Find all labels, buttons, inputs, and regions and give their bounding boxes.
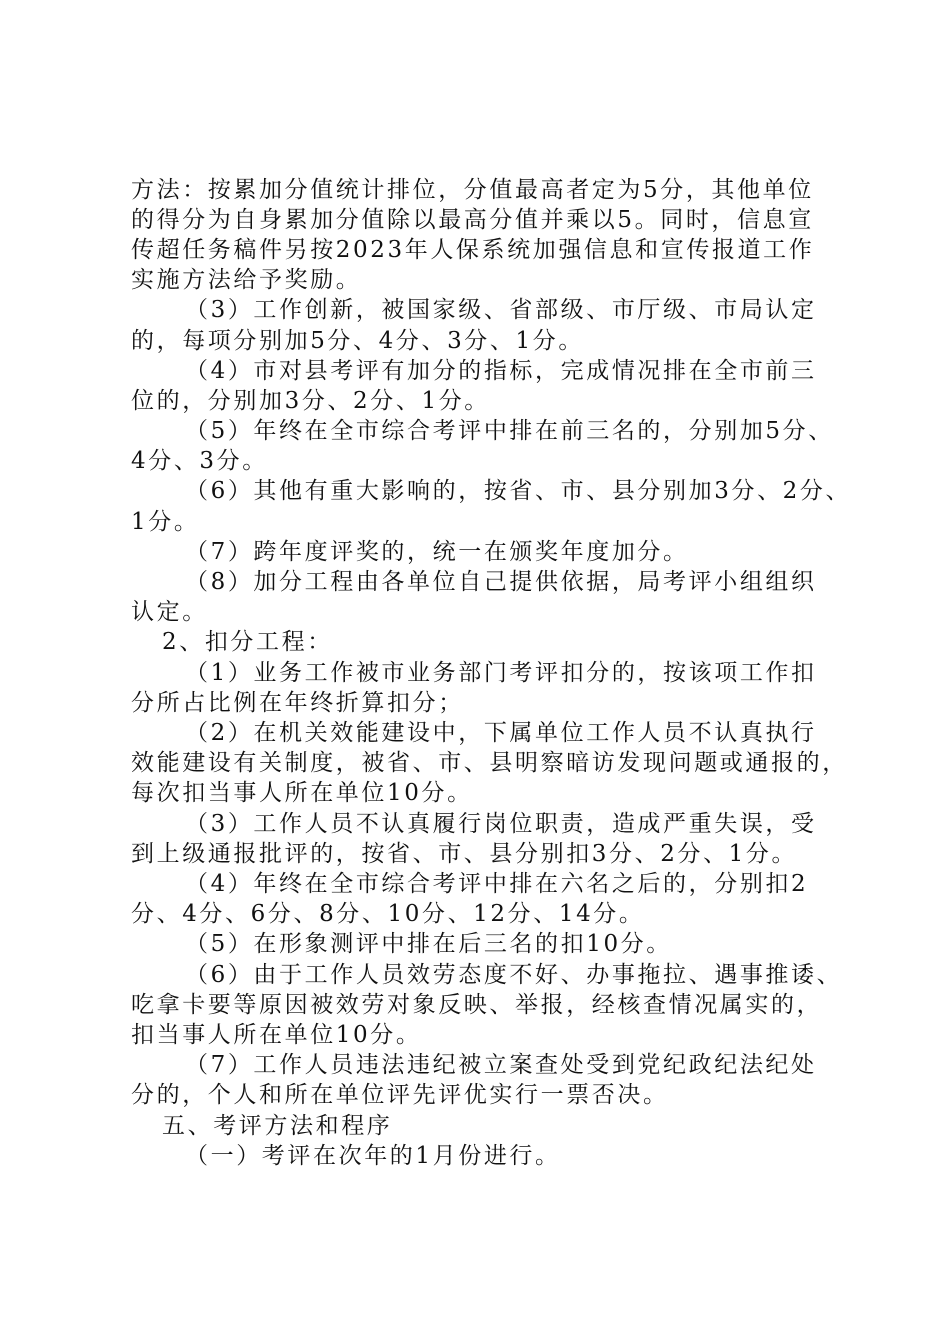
text-line: 的，每项分别加5分、4分、3分、1分。 — [131, 328, 584, 354]
text-line: 实施方法给予奖励。 — [131, 267, 362, 293]
text-line: 扣当事人所在单位10分。 — [131, 1022, 422, 1048]
text-line: 吃拿卡要等原因被效劳对象反映、举报，经核查情况属实的， — [131, 992, 823, 1018]
text-line: 传超任务稿件另按2023年人保系统加强信息和宣传报道工作 — [131, 237, 815, 263]
text-line: （6）其他有重大影响的，按省、市、县分别加3分、2分、 — [185, 478, 852, 504]
text-line: 方法：按累加分值统计排位，分值最高者定为5分，其他单位 — [131, 177, 814, 203]
section-heading: 五、考评方法和程序 — [162, 1113, 393, 1139]
text-line: （1）业务工作被市业务部门考评扣分的，按该项工作扣 — [185, 660, 817, 686]
text-line: （8）加分工程由各单位自己提供依据，局考评小组组织 — [185, 569, 817, 595]
text-line: 4分、3分。 — [131, 448, 268, 474]
text-line: （4）市对县考评有加分的指标，完成情况排在全市前三 — [185, 358, 817, 384]
text-line: （3）工作人员不认真履行岗位职责，造成严重失误，受 — [185, 811, 817, 837]
text-line: 效能建设有关制度，被省、市、县明察暗访发现问题或通报的， — [131, 750, 848, 776]
text-line: （一）考评在次年的1月份进行。 — [185, 1143, 561, 1169]
text-line: 的得分为自身累加分值除以最高分值并乘以5。同时，信息宣 — [131, 207, 814, 233]
text-line: （2）在机关效能建设中，下属单位工作人员不认真执行 — [185, 720, 817, 746]
text-line: （6）由于工作人员效劳态度不好、办事拖拉、遇事推诿、 — [185, 962, 843, 988]
text-line: （5）在形象测评中排在后三名的扣10分。 — [185, 931, 672, 957]
text-line: 1分。 — [131, 509, 200, 535]
text-line: （7）工作人员违法违纪被立案查处受到党纪政纪法纪处 — [185, 1052, 817, 1078]
section-heading: 2、扣分工程： — [162, 629, 333, 655]
text-line: 认定。 — [131, 599, 208, 625]
text-line: （5）年终在全市综合考评中排在前三名的，分别加5分、 — [185, 418, 834, 444]
text-line: （7）跨年度评奖的，统一在颁奖年度加分。 — [185, 539, 689, 565]
text-line: 分的，个人和所在单位评先评优实行一票否决。 — [131, 1082, 669, 1108]
text-line: 分所占比例在年终折算扣分； — [131, 690, 464, 716]
text-line: 到上级通报批评的，按省、市、县分别扣3分、2分、1分。 — [131, 841, 798, 867]
text-line: （4）年终在全市综合考评中排在六名之后的，分别扣2 — [185, 871, 809, 897]
text-line: 每次扣当事人所在单位10分。 — [131, 780, 473, 806]
text-line: 分、4分、6分、8分、10分、12分、14分。 — [131, 901, 645, 927]
text-line: （3）工作创新，被国家级、省部级、市厅级、市局认定 — [185, 297, 817, 323]
text-line: 位的，分别加3分、2分、1分。 — [131, 388, 490, 414]
